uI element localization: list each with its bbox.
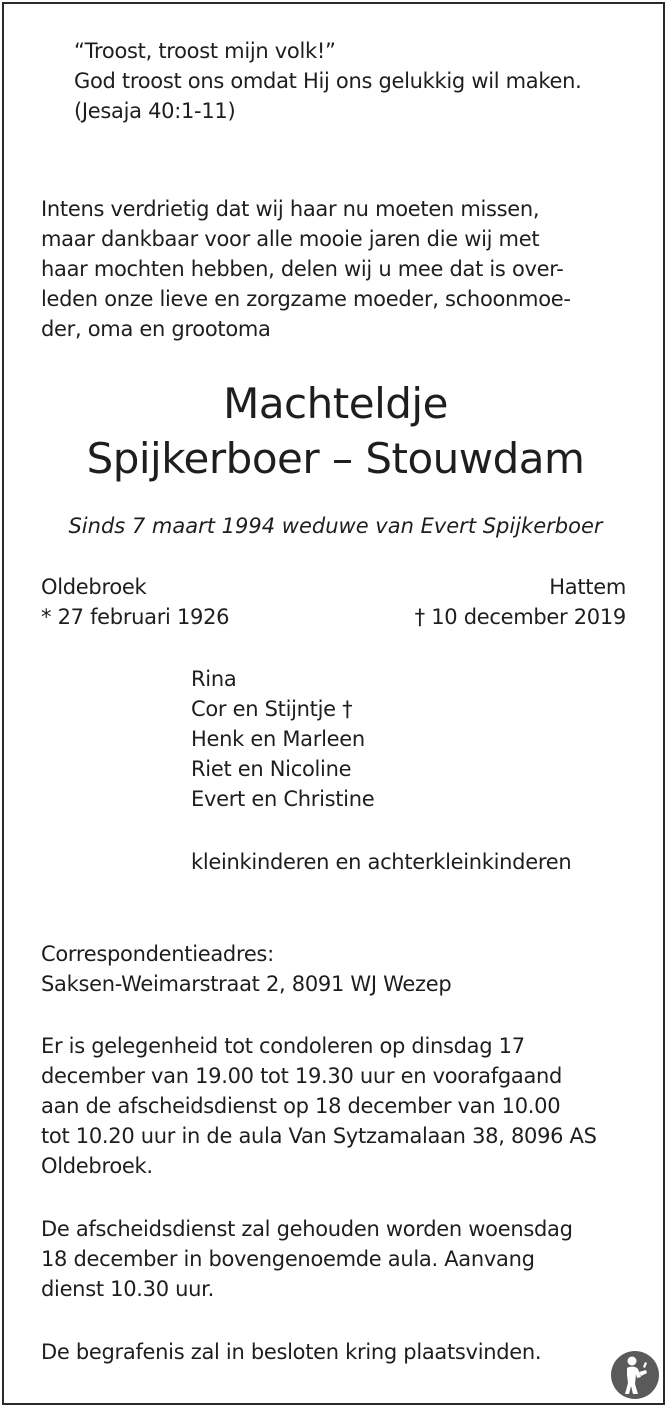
condolence-line: aan de afscheidsdienst op 18 december van 10.00: [41, 1094, 561, 1118]
correspondence-street: Saksen-Weimarstraat 2, 8091 WJ Wezep: [41, 972, 452, 996]
condolence-line: Oldebroek.: [41, 1154, 153, 1178]
intro-text: [41, 194, 621, 344]
birth-date: * 27 februari 1926: [41, 605, 230, 629]
verse-line: “Troost, troost mijn volk!”: [74, 39, 336, 63]
mourning-figure-icon: [610, 1350, 660, 1400]
intro-line: leden onze lieve en zorgzame moeder, schoonmoe-: [41, 287, 571, 311]
obituary-card: [2, 2, 665, 1405]
condolence-text: [41, 1031, 633, 1181]
grandchildren-line: kleinkinderen en achterkleinkinderen: [191, 850, 572, 874]
family-member: Cor en Stijntje †: [191, 697, 353, 721]
service-line: De afscheidsdienst zal gehouden worden woensdag: [41, 1217, 573, 1241]
service-line: 18 december in bovengenoemde aula. Aanvang: [41, 1247, 535, 1271]
condolence-line: Er is gelegenheid tot condoleren op dinsdag 17: [41, 1034, 525, 1058]
intro-line: maar dankbaar voor alle mooie jaren die wij met: [41, 227, 540, 251]
family-member: Evert en Christine: [191, 787, 375, 811]
correspondence-label: Correspondentieadres:: [41, 942, 274, 966]
verse-line: God troost ons omdat Hij ons gelukkig wil maken.: [74, 69, 582, 93]
service-line: dienst 10.30 uur.: [41, 1277, 214, 1301]
bible-verse: [74, 36, 582, 126]
family-member: Henk en Marleen: [191, 727, 365, 751]
death-place: Hattem: [549, 575, 626, 599]
deceased-surname: Spijkerboer – Stouwdam: [86, 434, 585, 483]
widow-line: Sinds 7 maart 1994 weduwe van Evert Spijkerboer: [68, 514, 603, 538]
condolence-line: december van 19.00 tot 19.30 uur en voorafgaand: [41, 1064, 563, 1088]
family-member: Riet en Nicoline: [191, 757, 352, 781]
intro-line: der, oma en grootoma: [41, 317, 271, 341]
intro-line: haar mochten hebben, delen wij u mee dat is over-: [41, 257, 564, 281]
death-date: † 10 december 2019: [414, 605, 626, 629]
correspondence-address: [41, 939, 451, 999]
family-list: [191, 664, 374, 814]
condolence-line: tot 10.20 uur in de aula Van Sytzamalaan 38, 8096 AS: [41, 1124, 597, 1148]
deceased-first-name: Machteldje: [223, 379, 448, 428]
verse-reference: (Jesaja 40:1-11): [74, 99, 236, 123]
intro-line: Intens verdrietig dat wij haar nu moeten missen,: [41, 197, 540, 221]
family-member: Rina: [191, 667, 237, 691]
birth-place: Oldebroek: [41, 575, 147, 599]
funeral-text: De begrafenis zal in besloten kring plaatsvinden.: [41, 1340, 542, 1364]
service-text: [41, 1214, 633, 1304]
